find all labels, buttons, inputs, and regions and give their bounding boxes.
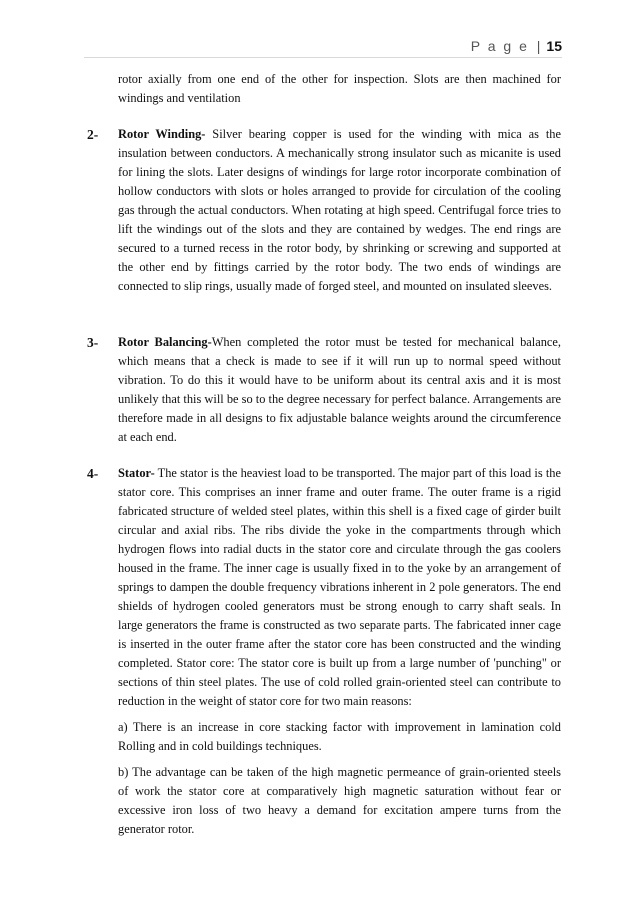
list-item-stator	[87, 464, 561, 839]
item-title: Stator-	[118, 466, 155, 480]
page-label: P a g e	[470, 38, 529, 54]
item-marker: 4-	[87, 466, 99, 481]
subpoint-a: a) There is an increase in core stacking factor with improvement in lamination cold Rolling and in cold buildings techniques.	[118, 720, 561, 753]
item-paragraph	[118, 464, 561, 711]
item-marker: 3-	[87, 335, 99, 350]
page-number: 15	[546, 38, 562, 54]
page-header	[471, 38, 562, 54]
item-title: Rotor Winding-	[118, 127, 206, 141]
intro-paragraph: rotor axially from one end of the other for inspection. Slots are then machined for windings and ventilation	[118, 72, 561, 105]
list-item-rotor-balancing	[87, 333, 561, 447]
page-separator: |	[536, 38, 543, 54]
item-body: Silver bearing copper is used for the winding with mica as the insulation between conductors. A mechanically strong insulator such as micanite is used for lining the slots. Later designs of windings for large rotor incorporate combination of hollow conductors with slots or holes arranged to provide for circulation of the cooling gas through the actual conductors. When rotating at high speed. Centrifugal force tries to lift the windings out of the slots and they are contained by wedges. The end rings are secured to a turned recess in the rotor body, by shrinking or screwing and supported at the other end by fittings carried by the rotor body. The two ends of windings are connected to slip rings, usually made of forged steel, and mounted on insulated sleeves.	[118, 127, 561, 293]
header-divider	[84, 57, 562, 58]
item-body: The stator is the heaviest load to be transported. The major part of this load is the stator core. This comprises an inner frame and outer frame. The outer frame is a rigid fabricated structure of welded steel plates, within this shell is a fixed cage of girder built circular and axial ribs. The ribs divide the yoke in the compartments through which hydrogen flows into radial ducts in the stator core and circulate through the gas coolers housed in the frame. The inner cage is usually fixed in to the yoke by an arrangement of springs to dampen the double frequency vibrations inherent in 2 pole generators. The end shields of hydrogen cooled generators must be strong enough to carry shaft seals. In large generators the frame is constructed as two separate parts. The fabricated inner cage is inserted in the outer frame after the stator core has been constructed and the winding completed. Stator core: The stator core is built up from a large number of 'punching" or sections of thin steel plates. The use of cold rolled grain-oriented steel can contribute to reduction in the weight of stator core for two main reasons:	[118, 466, 561, 708]
item-marker: 2-	[87, 127, 99, 142]
item-title: Rotor Balancing-	[118, 335, 212, 349]
subpoint-b: b) The advantage can be taken of the high magnetic permeance of grain-oriented steels of work the stator core at comparatively high magnetic saturation without fear or excessive iron loss of two heavy a demand for excitation ampere turns from the generator rotor.	[118, 765, 561, 836]
document-body	[87, 70, 561, 839]
list-item-rotor-winding	[87, 125, 561, 296]
item-paragraph	[118, 333, 561, 447]
item-body: When completed the rotor must be tested for mechanical balance, which means that a check is made to see if it will run up to normal speed without vibration. To do this it would have to be uniform about its central axis and it is most unlikely that this will be so to the degree necessary for perfect balance. Arrangements are therefore made in all designs to fix adjustable balance weights around the circumference at each end.	[118, 335, 562, 444]
item-paragraph	[118, 125, 561, 296]
